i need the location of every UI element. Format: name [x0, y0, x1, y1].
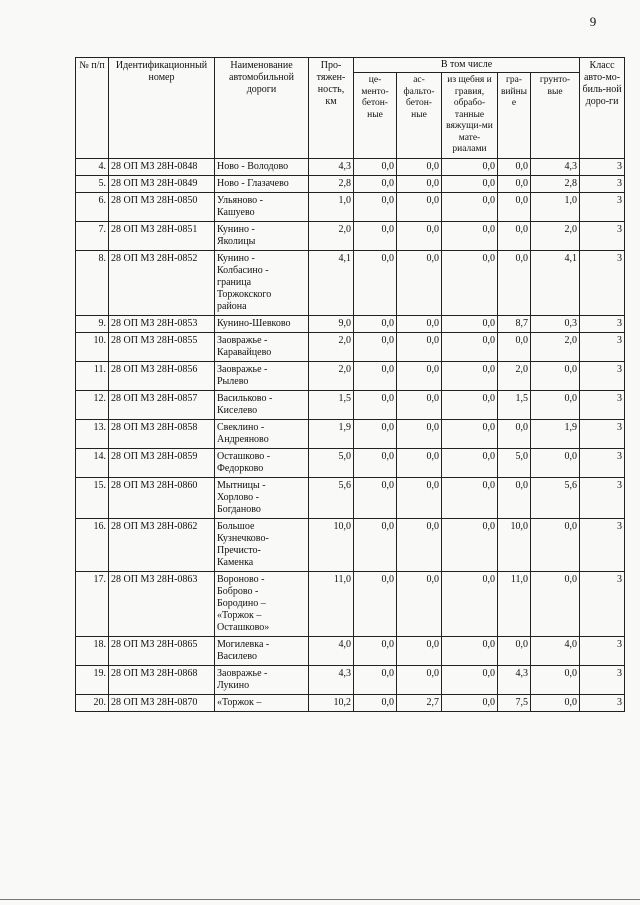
road-id: 28 ОП МЗ 28Н-0855 [109, 332, 215, 361]
cement-concrete-km: 0,0 [354, 419, 397, 448]
ground-km: 0,0 [531, 571, 580, 636]
table-row [76, 390, 625, 419]
road-length: 5,0 [309, 448, 354, 477]
road-length: 4,0 [309, 636, 354, 665]
ground-km: 0,0 [531, 518, 580, 571]
asphalt-concrete-km: 0,0 [397, 192, 442, 221]
road-name-line: Лукино [217, 679, 250, 691]
gravel-km: 5,0 [498, 448, 531, 477]
gravel-km: 0,0 [498, 477, 531, 518]
table-row [76, 636, 625, 665]
crushed-stone-km: 0,0 [442, 192, 498, 221]
road-name-line: Бородино – [217, 597, 266, 609]
crushed-stone-km: 0,0 [442, 221, 498, 250]
road-name-line: «Торжок – [217, 696, 262, 708]
asphalt-concrete-km: 0,0 [397, 361, 442, 390]
road-class: 3 [580, 175, 625, 192]
crushed-stone-km: 0,0 [442, 518, 498, 571]
road-name-line: Федорково [217, 462, 264, 474]
crushed-stone-km: 0,0 [442, 571, 498, 636]
road-length: 2,0 [309, 221, 354, 250]
road-name [215, 361, 309, 390]
road-name [215, 192, 309, 221]
road-name-line: Колбасино - [217, 264, 269, 276]
road-name-line: граница [217, 276, 252, 288]
road-class: 3 [580, 694, 625, 711]
cement-concrete-km: 0,0 [354, 665, 397, 694]
cement-concrete-km: 0,0 [354, 571, 397, 636]
road-id: 28 ОП МЗ 28Н-0849 [109, 175, 215, 192]
header-num: № п/п [76, 58, 109, 159]
road-id: 28 ОП МЗ 28Н-0870 [109, 694, 215, 711]
crushed-stone-km: 0,0 [442, 158, 498, 175]
road-name [215, 332, 309, 361]
road-class: 3 [580, 332, 625, 361]
gravel-km: 2,0 [498, 361, 531, 390]
cement-concrete-km: 0,0 [354, 221, 397, 250]
road-name-line: Вороново - [217, 573, 265, 585]
road-name [215, 419, 309, 448]
road-id: 28 ОП МЗ 28Н-0859 [109, 448, 215, 477]
road-length: 1,5 [309, 390, 354, 419]
road-id: 28 ОП МЗ 28Н-0865 [109, 636, 215, 665]
road-length: 4,3 [309, 665, 354, 694]
road-name-line: Свеклино - [217, 421, 265, 433]
cement-concrete-km: 0,0 [354, 518, 397, 571]
gravel-km: 7,5 [498, 694, 531, 711]
road-id: 28 ОП МЗ 28Н-0857 [109, 390, 215, 419]
road-id: 28 ОП МЗ 28Н-0848 [109, 158, 215, 175]
asphalt-concrete-km: 0,0 [397, 665, 442, 694]
crushed-stone-km: 0,0 [442, 477, 498, 518]
road-id: 28 ОП МЗ 28Н-0852 [109, 250, 215, 315]
gravel-km: 4,3 [498, 665, 531, 694]
road-name-line: Кунино-Шевково [217, 317, 291, 329]
asphalt-concrete-km: 0,0 [397, 477, 442, 518]
header-name: Наименование автомобильной дороги [215, 58, 309, 159]
cement-concrete-km: 0,0 [354, 192, 397, 221]
road-length: 1,0 [309, 192, 354, 221]
asphalt-concrete-km: 0,0 [397, 175, 442, 192]
asphalt-concrete-km: 0,0 [397, 448, 442, 477]
road-id: 28 ОП МЗ 28Н-0860 [109, 477, 215, 518]
road-name [215, 477, 309, 518]
table-row [76, 665, 625, 694]
asphalt-concrete-km: 2,7 [397, 694, 442, 711]
table-row [76, 192, 625, 221]
crushed-stone-km: 0,0 [442, 361, 498, 390]
row-number: 12. [76, 390, 109, 419]
road-name-line: Васильково - [217, 392, 273, 404]
gravel-km: 11,0 [498, 571, 531, 636]
road-name-line: Мытницы - [217, 479, 266, 491]
road-class: 3 [580, 361, 625, 390]
gravel-km: 1,5 [498, 390, 531, 419]
road-name-line: Заовражье - [217, 334, 268, 346]
road-name-line: Ново - Глазачево [217, 177, 289, 189]
gravel-km: 10,0 [498, 518, 531, 571]
header-length: Про-тяжен-ность, км [309, 58, 354, 159]
road-length: 2,8 [309, 175, 354, 192]
header-group: В том числе [354, 58, 580, 73]
cement-concrete-km: 0,0 [354, 175, 397, 192]
road-class: 3 [580, 571, 625, 636]
ground-km: 4,3 [531, 158, 580, 175]
table-body [76, 158, 625, 711]
road-name-line: района [217, 300, 247, 312]
ground-km: 4,0 [531, 636, 580, 665]
row-number: 9. [76, 315, 109, 332]
header-asphalt: ас-фальто-бетон-ные [397, 73, 442, 159]
road-class: 3 [580, 250, 625, 315]
road-class: 3 [580, 221, 625, 250]
road-id: 28 ОП МЗ 28Н-0853 [109, 315, 215, 332]
table-row [76, 332, 625, 361]
asphalt-concrete-km: 0,0 [397, 571, 442, 636]
ground-km: 0,3 [531, 315, 580, 332]
road-class: 3 [580, 477, 625, 518]
road-length: 4,3 [309, 158, 354, 175]
table-row [76, 361, 625, 390]
gravel-km: 0,0 [498, 636, 531, 665]
road-name [215, 390, 309, 419]
asphalt-concrete-km: 0,0 [397, 221, 442, 250]
ground-km: 1,0 [531, 192, 580, 221]
row-number: 15. [76, 477, 109, 518]
page-bottom-rule [0, 899, 640, 900]
road-id: 28 ОП МЗ 28Н-0862 [109, 518, 215, 571]
road-id: 28 ОП МЗ 28Н-0851 [109, 221, 215, 250]
table-row [76, 477, 625, 518]
asphalt-concrete-km: 0,0 [397, 390, 442, 419]
road-name-line: Ульяново - [217, 194, 263, 206]
gravel-km: 0,0 [498, 221, 531, 250]
road-name [215, 315, 309, 332]
ground-km: 0,0 [531, 665, 580, 694]
road-name-line: Заовражье - [217, 363, 268, 375]
table-row [76, 158, 625, 175]
road-name-line: Киселево [217, 404, 258, 416]
gravel-km: 0,0 [498, 192, 531, 221]
road-name-line: Кузнечково- [217, 532, 269, 544]
header-ground: грунто-вые [531, 73, 580, 159]
gravel-km: 0,0 [498, 175, 531, 192]
row-number: 16. [76, 518, 109, 571]
row-number: 10. [76, 332, 109, 361]
asphalt-concrete-km: 0,0 [397, 315, 442, 332]
row-number: 18. [76, 636, 109, 665]
row-number: 20. [76, 694, 109, 711]
table-row [76, 315, 625, 332]
ground-km: 2,0 [531, 332, 580, 361]
crushed-stone-km: 0,0 [442, 694, 498, 711]
crushed-stone-km: 0,0 [442, 332, 498, 361]
cement-concrete-km: 0,0 [354, 448, 397, 477]
row-number: 7. [76, 221, 109, 250]
road-length: 4,1 [309, 250, 354, 315]
asphalt-concrete-km: 0,0 [397, 250, 442, 315]
ground-km: 2,0 [531, 221, 580, 250]
road-length: 2,0 [309, 361, 354, 390]
road-name [215, 221, 309, 250]
road-class: 3 [580, 390, 625, 419]
road-length: 10,0 [309, 518, 354, 571]
row-number: 5. [76, 175, 109, 192]
row-number: 17. [76, 571, 109, 636]
road-name-line: Боброво - [217, 585, 259, 597]
crushed-stone-km: 0,0 [442, 448, 498, 477]
road-name-line: Торжокского [217, 288, 272, 300]
page-number: 9 [589, 14, 597, 29]
gravel-km: 0,0 [498, 332, 531, 361]
road-id: 28 ОП МЗ 28Н-0856 [109, 361, 215, 390]
table-row [76, 694, 625, 711]
table-row [76, 250, 625, 315]
table-header [76, 58, 625, 159]
road-name [215, 448, 309, 477]
road-name-line: Осташково» [217, 621, 270, 633]
road-class: 3 [580, 518, 625, 571]
road-name-line: Осташково - [217, 450, 271, 462]
road-id: 28 ОП МЗ 28Н-0858 [109, 419, 215, 448]
crushed-stone-km: 0,0 [442, 419, 498, 448]
road-length: 2,0 [309, 332, 354, 361]
row-number: 13. [76, 419, 109, 448]
roads-table [75, 57, 625, 712]
road-name-line: Андреяново [217, 433, 269, 445]
crushed-stone-km: 0,0 [442, 636, 498, 665]
table-row [76, 221, 625, 250]
road-name [215, 571, 309, 636]
ground-km: 4,1 [531, 250, 580, 315]
road-id: 28 ОП МЗ 28Н-0863 [109, 571, 215, 636]
road-name-line: Каменка [217, 556, 254, 568]
road-name-line: Могилевка - [217, 638, 270, 650]
road-class: 3 [580, 665, 625, 694]
ground-km: 5,6 [531, 477, 580, 518]
road-class: 3 [580, 419, 625, 448]
gravel-km: 0,0 [498, 250, 531, 315]
row-number: 4. [76, 158, 109, 175]
road-name [215, 250, 309, 315]
row-number: 11. [76, 361, 109, 390]
gravel-km: 0,0 [498, 419, 531, 448]
road-name-line: Большое [217, 520, 255, 532]
road-name-line: Рылево [217, 375, 249, 387]
road-name [215, 665, 309, 694]
cement-concrete-km: 0,0 [354, 315, 397, 332]
ground-km: 0,0 [531, 361, 580, 390]
road-name [215, 175, 309, 192]
road-length: 11,0 [309, 571, 354, 636]
road-length: 5,6 [309, 477, 354, 518]
road-name [215, 158, 309, 175]
cement-concrete-km: 0,0 [354, 390, 397, 419]
road-class: 3 [580, 158, 625, 175]
ground-km: 0,0 [531, 694, 580, 711]
road-id: 28 ОП МЗ 28Н-0850 [109, 192, 215, 221]
gravel-km: 8,7 [498, 315, 531, 332]
header-id: Идентификационный номер [109, 58, 215, 159]
ground-km: 1,9 [531, 419, 580, 448]
asphalt-concrete-km: 0,0 [397, 518, 442, 571]
road-name-line: Кунино - [217, 252, 255, 264]
asphalt-concrete-km: 0,0 [397, 158, 442, 175]
road-class: 3 [580, 636, 625, 665]
road-name-line: Заовражье - [217, 667, 268, 679]
road-name-line: Кашуево [217, 206, 255, 218]
cement-concrete-km: 0,0 [354, 158, 397, 175]
table-row [76, 571, 625, 636]
header-class: Класс авто-мо-биль-ной доро-ги [580, 58, 625, 159]
road-id: 28 ОП МЗ 28Н-0868 [109, 665, 215, 694]
asphalt-concrete-km: 0,0 [397, 636, 442, 665]
road-class: 3 [580, 448, 625, 477]
road-name [215, 636, 309, 665]
table-row [76, 448, 625, 477]
ground-km: 0,0 [531, 448, 580, 477]
road-name-line: «Торжок – [217, 609, 262, 621]
road-name [215, 518, 309, 571]
ground-km: 2,8 [531, 175, 580, 192]
road-name-line: Василево [217, 650, 257, 662]
header-gravel: гра-вийны е [498, 73, 531, 159]
cement-concrete-km: 0,0 [354, 361, 397, 390]
road-class: 3 [580, 192, 625, 221]
road-name [215, 694, 309, 711]
row-number: 14. [76, 448, 109, 477]
asphalt-concrete-km: 0,0 [397, 419, 442, 448]
asphalt-concrete-km: 0,0 [397, 332, 442, 361]
road-class: 3 [580, 315, 625, 332]
crushed-stone-km: 0,0 [442, 250, 498, 315]
road-name-line: Ново - Володово [217, 160, 289, 172]
table-row [76, 175, 625, 192]
road-name-line: Кунино - [217, 223, 255, 235]
row-number: 8. [76, 250, 109, 315]
cement-concrete-km: 0,0 [354, 332, 397, 361]
crushed-stone-km: 0,0 [442, 175, 498, 192]
road-length: 9,0 [309, 315, 354, 332]
gravel-km: 0,0 [498, 158, 531, 175]
cement-concrete-km: 0,0 [354, 250, 397, 315]
crushed-stone-km: 0,0 [442, 390, 498, 419]
header-crushed: из щебня и гравия, обрабо-танные вяжущи-ми мате-риалами [442, 73, 498, 159]
table-row [76, 419, 625, 448]
road-length: 10,2 [309, 694, 354, 711]
table-row [76, 518, 625, 571]
crushed-stone-km: 0,0 [442, 315, 498, 332]
road-length: 1,9 [309, 419, 354, 448]
header-cement: це-менто-бетон-ные [354, 73, 397, 159]
row-number: 19. [76, 665, 109, 694]
cement-concrete-km: 0,0 [354, 477, 397, 518]
road-name-line: Каравайцево [217, 346, 272, 358]
cement-concrete-km: 0,0 [354, 636, 397, 665]
ground-km: 0,0 [531, 390, 580, 419]
road-name-line: Богданово [217, 503, 261, 515]
road-name-line: Яколицы [217, 235, 256, 247]
road-name-line: Пречисто- [217, 544, 261, 556]
crushed-stone-km: 0,0 [442, 665, 498, 694]
cement-concrete-km: 0,0 [354, 694, 397, 711]
road-name-line: Хорлово - [217, 491, 259, 503]
row-number: 6. [76, 192, 109, 221]
